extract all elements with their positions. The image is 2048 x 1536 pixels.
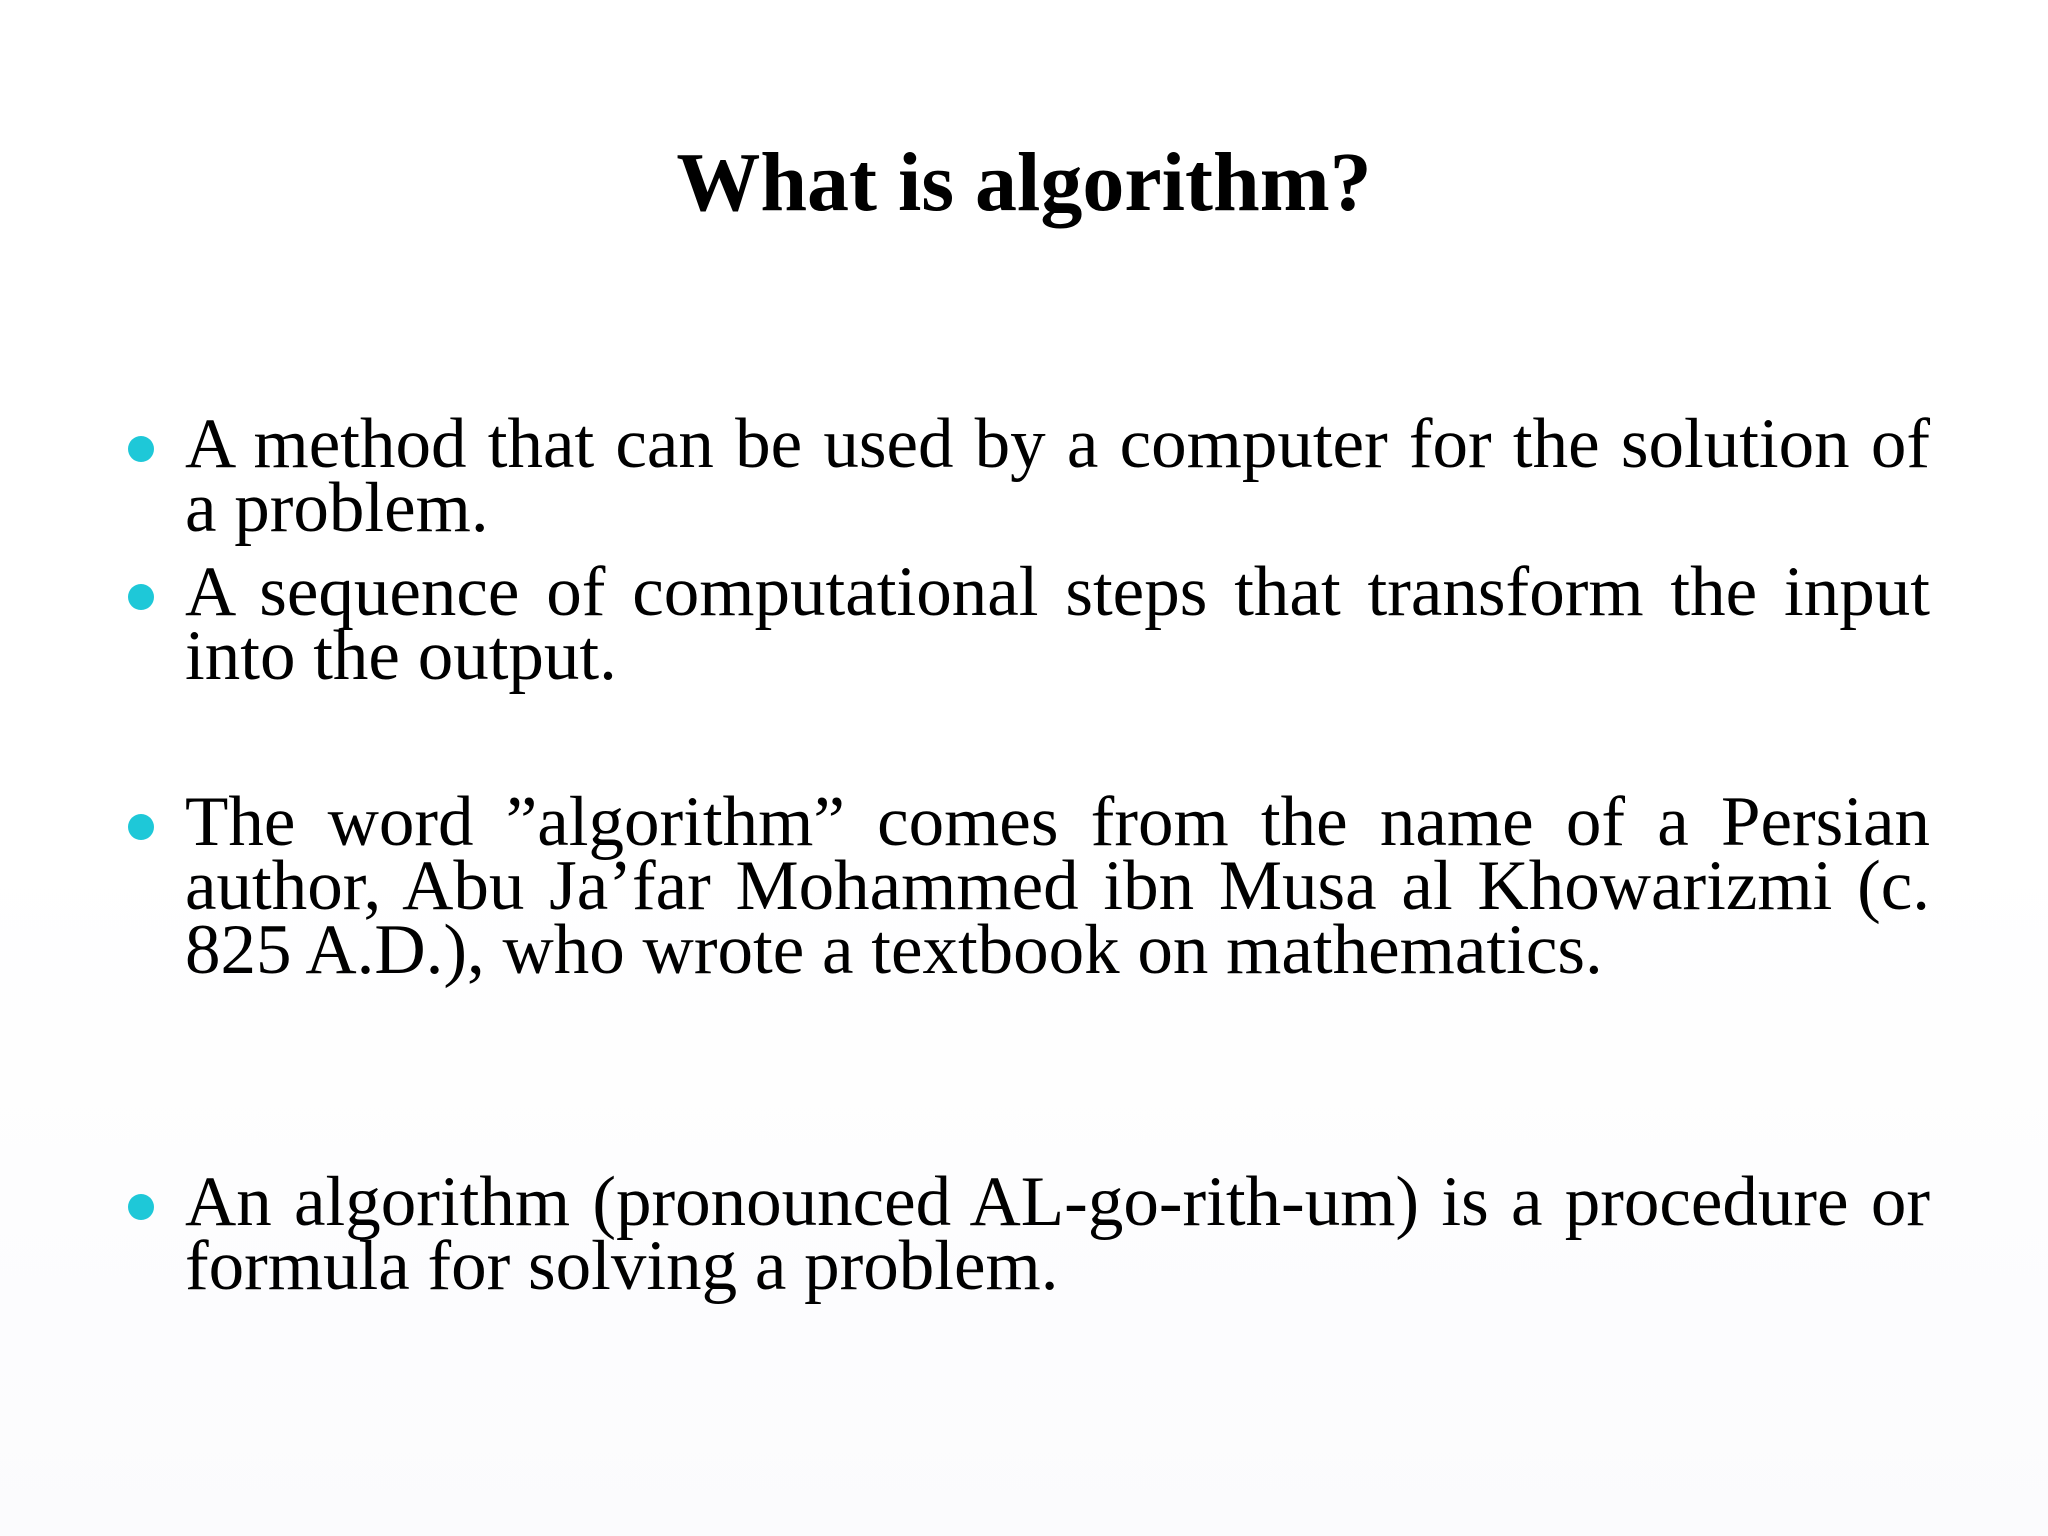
bullet-text: A sequence of computational steps that transform the input into the output. [185,553,1930,695]
bullet-item [185,405,1930,547]
bullet-item [185,553,1930,695]
bullet-item [185,783,1930,989]
bullet-dot-icon [128,1194,154,1220]
bullet-text: An algorithm (pronounced AL-go-rith-um) is a procedure or formula for solving a problem. [185,1163,1930,1305]
slide-title: What is algorithm? [676,136,1372,229]
bullet-dot-icon [128,584,154,610]
bullet-item [185,1163,1930,1305]
bullet-dot-icon [128,814,154,840]
bullet-text: The word ”algorithm” comes from the name of a Persian author, Abu Ja’far Mohammed ibn Musa al Khowarizmi (c. 825 A.D.), who wrote a textbook on mathematics. [185,783,1930,989]
bullet-dot-icon [128,436,154,462]
bullet-text: A method that can be used by a computer for the solution of a problem. [185,405,1930,547]
